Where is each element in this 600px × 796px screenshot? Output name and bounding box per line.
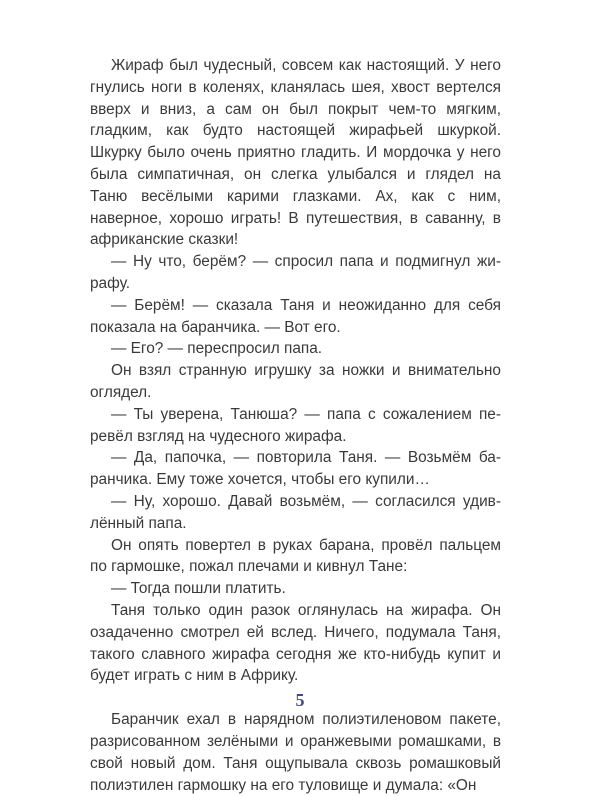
paragraph-dialogue: — Ну что, берём? — спросил папа и подмигнул жирафу. — [90, 253, 501, 292]
paragraph-narration: Он опять повертел в руках барана, провёл пальцем по гармошке, пожал плечами и кивнул Тане: — [90, 536, 501, 576]
paragraph-narration: Баранчик ехал в нарядном полиэтиленовом пакете, разрисованном зелёными и оранжевыми ромашками, в свой новый дом. Таня ощупывала сквозь ромашковый полиэтилен гармошку на его туловище и думала: «Он — [90, 711, 501, 794]
paragraph-giraffe-description: Жираф был чудесный, совсем как настоящий. У него гнулись ноги в коленях, кланялась шея, хвост вертелся вверх и вниз, а сам он был покрыт чем-то мягким, гладким, как будто настоящей жирафьей шкуркой. Шкурку было очень приятно гладить. И мордочка у него была симпатичная, он слегка улыбался и глядел на Таню весёлыми карими глазками. Ах, как с ним, наверное, хорошо играть! В путешествия, в саванну, в африканские сказки! — [90, 57, 501, 249]
paragraph-dialogue: — Ты уверена, Танюша? — папа с сожалением перевёл взгляд на чудесного жирафа. — [90, 405, 501, 445]
paragraph-dialogue: — Его? — переспросил папа. — [111, 340, 323, 358]
page-number: 5 — [295, 690, 305, 710]
paragraph-dialogue: — Берём! — сказала Таня и неожиданно для себя показала на баранчика. — Вот его. — [90, 296, 501, 336]
story-text — [90, 55, 501, 796]
paragraph-dialogue: — Тогда пошли платить. — [111, 580, 286, 598]
paragraph-narration: Таня только один разок оглянулась на жирафа. Он озадаченно смотрел ей вслед. Ничего, подумала Таня, такого славного жирафа сегодня же кто-нибудь купит и будет играть с ним в Африку. — [90, 601, 501, 685]
paragraph-dialogue: — Ну, хорошо. Давай возьмём, — согласился удивлённый папа. — [90, 492, 501, 532]
paragraph-narration: Он взял странную игрушку за ножки и внимательно оглядел. — [90, 362, 501, 401]
paragraph-dialogue: — Да, папочка, — повторила Таня. — Возьмём баранчика. Ему тоже хочется, чтобы его купили… — [90, 449, 501, 489]
